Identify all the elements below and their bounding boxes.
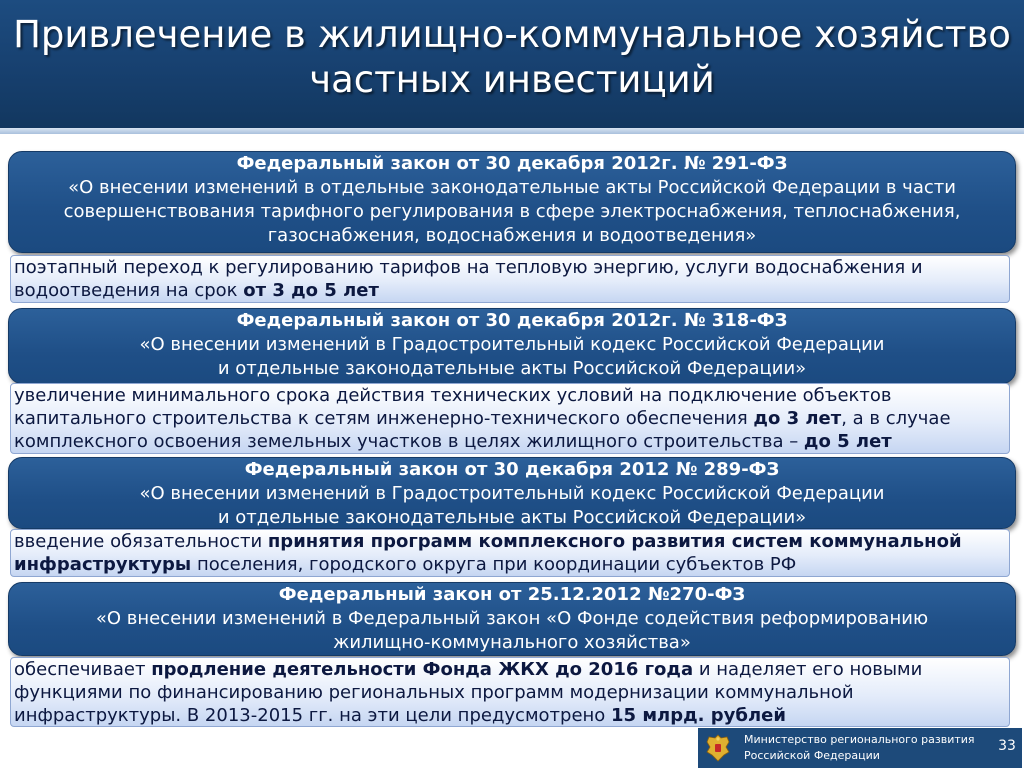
- slide-title-line-1: Привлечение в жилищно-коммунальное хозяйство: [13, 13, 1011, 56]
- law-289-title-line-1: «О внесении изменений в Градостроительный кодекс Российской Федерации: [139, 483, 885, 504]
- law-291-desc-term: от 3 до 5 лет: [243, 280, 379, 301]
- law-318-title-line-2: и отдельные законодательные акты Российской Федерации»: [217, 358, 807, 379]
- law-291-title-line-1: «О внесении изменений в отдельные законодательные акты Российской Федерации в части: [68, 177, 956, 198]
- law-289-desc-term-1: принятия программ комплексного развития систем коммунальной: [267, 531, 962, 552]
- law-318-desc-line-3a: комплексного освоения земельных участков в целях жилищного строительства –: [14, 431, 804, 452]
- law-289-desc-line-1a: введение обязательности: [14, 531, 268, 552]
- coat-of-arms-icon: [705, 733, 731, 763]
- law-318-desc-line-2c: , а в случае: [841, 408, 951, 429]
- law-291-heading: Федеральный закон от 30 декабря 2012г. № 291-ФЗ: [236, 153, 788, 174]
- ministry-name-line-1: Министерство регионального развития: [744, 733, 975, 746]
- law-270-description: [10, 657, 1010, 727]
- law-270-title-line-1: «О внесении изменений в Федеральный закон «О Фонде содействия реформированию: [95, 608, 929, 629]
- law-318-desc-term-2: до 5 лет: [803, 431, 892, 452]
- law-318-description: [10, 383, 1010, 454]
- law-289-desc-term-2: инфраструктуры: [14, 554, 192, 575]
- law-291-title-line-3: газоснабжения, водоснабжения и водоотведения»: [267, 225, 757, 246]
- slide-title-line-2: частных инвестиций: [309, 58, 715, 101]
- law-289-box: [8, 457, 1016, 529]
- law-270-desc-line-1a: обеспечивает: [14, 659, 152, 680]
- law-291-desc-line-2a: водоотведения на срок: [14, 280, 244, 301]
- law-318-desc-line-1: увеличение минимального срока действия технических условий на подключение объектов: [14, 385, 892, 406]
- law-270-box: [8, 582, 1016, 656]
- law-289-description: [10, 529, 1010, 577]
- law-318-box: [8, 308, 1016, 384]
- ministry-name: [744, 732, 984, 764]
- header-divider: [0, 128, 1024, 134]
- law-270-desc-term-2: 15 млрд. рублей: [611, 705, 786, 726]
- law-318-heading: Федеральный закон от 30 декабря 2012г. № 318-ФЗ: [236, 310, 788, 331]
- law-291-box: [8, 151, 1016, 253]
- law-270-title-line-2: жилищно-коммунального хозяйства»: [333, 632, 691, 653]
- law-318-desc-line-2a: капитального строительства к сетям инженерно-технического обеспечения: [14, 408, 754, 429]
- law-270-heading: Федеральный закон от 25.12.2012 №270-ФЗ: [278, 584, 746, 605]
- law-291-title-line-2: совершенствования тарифного регулирования в сфере электроснабжения, теплоснабжения,: [63, 201, 961, 222]
- law-270-desc-line-1c: и наделяет его новыми: [693, 659, 923, 680]
- law-289-desc-line-2b: поселения, городского округа при координации субъектов РФ: [191, 554, 797, 575]
- law-270-desc-line-2: функциями по финансированию региональных программ модернизации коммунальной: [14, 682, 854, 703]
- law-291-description: [10, 255, 1010, 303]
- ministry-name-line-2: Российской Федерации: [744, 749, 880, 762]
- ministry-footer: [698, 728, 1022, 768]
- law-270-desc-term-1: продление деятельности Фонда ЖКХ до 2016 года: [151, 659, 694, 680]
- page-number: 33: [998, 738, 1016, 754]
- law-291-desc-line-1: поэтапный переход к регулированию тарифов на тепловую энергию, услуги водоснабжения и: [14, 257, 923, 278]
- law-318-desc-term-1: до 3 лет: [753, 408, 842, 429]
- law-289-title-line-2: и отдельные законодательные акты Российской Федерации»: [217, 507, 807, 528]
- law-289-heading: Федеральный закон от 30 декабря 2012 № 289-ФЗ: [244, 459, 780, 480]
- slide-title: [0, 12, 1024, 102]
- law-270-desc-line-3a: инфраструктуры. В 2013-2015 гг. на эти цели предусмотрено: [14, 705, 612, 726]
- law-318-title-line-1: «О внесении изменений в Градостроительный кодекс Российской Федерации: [139, 334, 885, 355]
